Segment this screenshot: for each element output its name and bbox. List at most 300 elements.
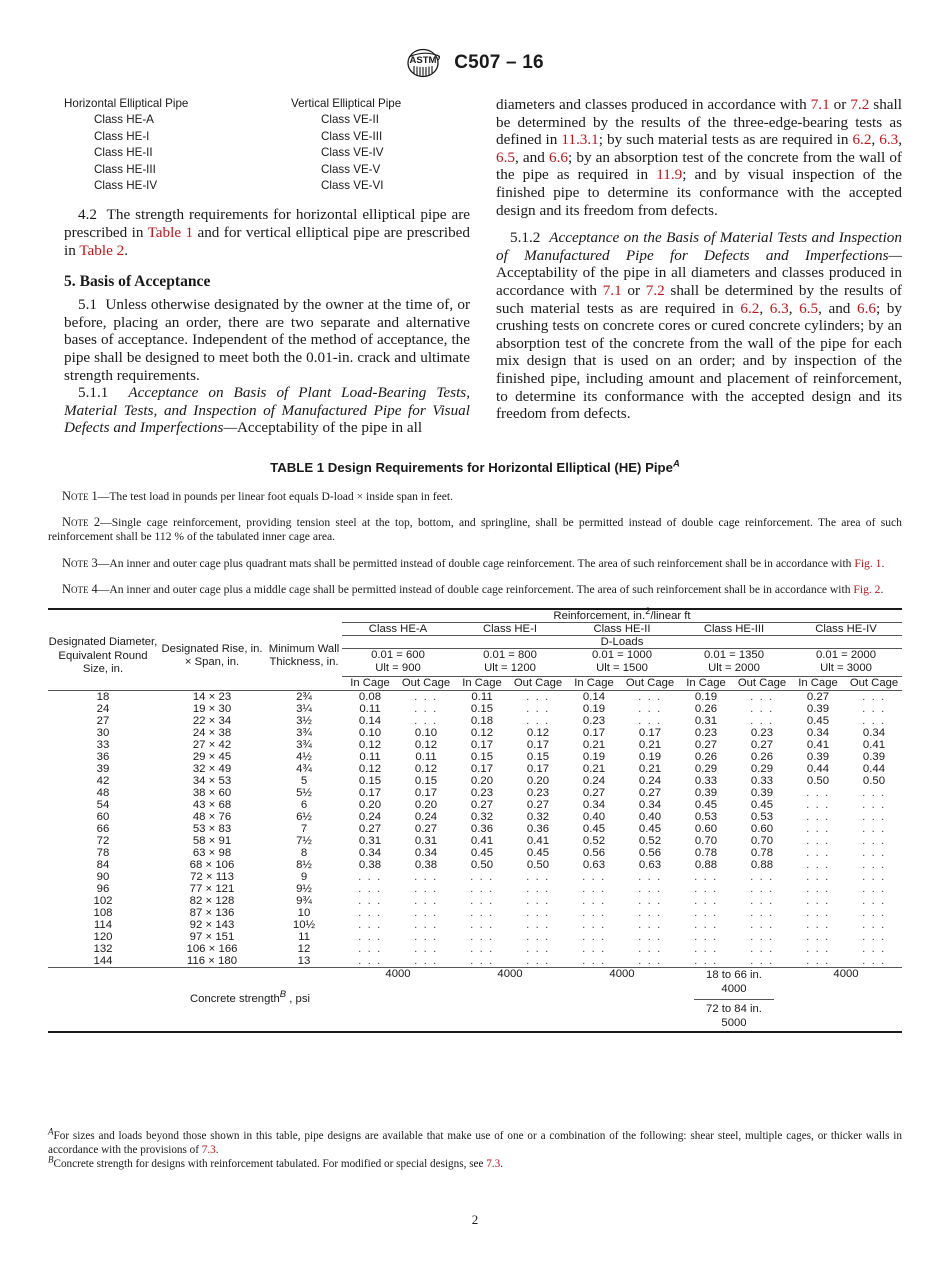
paragraph-number: 5.1 <box>78 296 97 314</box>
table-note-3 <box>48 556 902 571</box>
cell-he-iv-out <box>846 859 902 871</box>
cell-wall-thickness: 11 <box>298 931 310 944</box>
dload-crack: 0.01 = 600 <box>371 649 425 662</box>
paragraph-5-1-2 <box>496 229 902 423</box>
cell-rise-span: 63 × 98 <box>192 847 232 860</box>
cell-wall-thickness: 4½ <box>296 751 312 764</box>
no-data-dots: . . . <box>862 895 886 908</box>
cell-he-iv-out <box>846 871 902 883</box>
table-row <box>48 907 902 919</box>
cell-he-iii-out <box>734 715 790 727</box>
cell-rise-span: 58 × 91 <box>192 835 232 848</box>
cell-he-iii-in: 0.26 <box>694 703 718 716</box>
no-data-dots: . . . <box>750 919 774 932</box>
cell-he-i-in: 0.17 <box>470 739 494 752</box>
note-text-end: . <box>880 582 884 596</box>
cell-he-i-in <box>454 931 510 943</box>
no-data-dots: . . . <box>582 907 606 920</box>
pipe-class-list <box>64 96 470 194</box>
footnote-a <box>48 1126 902 1157</box>
cell-he-a-in: 0.20 <box>358 799 382 812</box>
cell-rise-span: 106 × 166 <box>186 943 238 956</box>
range-72-to-84: 72 to 84 in. <box>706 1002 762 1015</box>
no-data-dots: . . . <box>862 907 886 920</box>
paragraph-text-part: . <box>124 241 129 259</box>
xref-6-5[interactable]: 6.5 <box>799 299 819 317</box>
cell-wall-thickness: 5 <box>300 775 308 788</box>
cell-he-ii-in: 0.24 <box>582 775 606 788</box>
cell-wall-thickness: 7 <box>300 823 308 836</box>
cell-he-i-in: 0.11 <box>454 691 510 704</box>
concrete-strength-he-i: 4000 <box>454 968 566 1032</box>
no-data-dots: . . . <box>470 871 494 884</box>
cell-he-ii-in: 0.56 <box>582 847 606 860</box>
no-data-dots: . . . <box>526 871 550 884</box>
cell-he-iii-in: 0.33 <box>694 775 718 788</box>
cell-he-a-out <box>398 955 454 968</box>
cell-he-iv-out: 0.34 <box>862 727 886 740</box>
xref-6-3[interactable]: 6.3 <box>879 131 899 149</box>
reinforcement-span-header <box>342 606 902 623</box>
cell-rise-span: 19 × 30 <box>192 703 232 716</box>
cell-he-ii-out: 0.24 <box>638 775 662 788</box>
table-row <box>48 703 902 715</box>
vertical-class-item: Class VE-IV <box>321 146 384 160</box>
cell-wall-thickness: 5½ <box>296 787 312 800</box>
concrete-strength-units: , psi <box>286 993 310 1006</box>
xref-7-1[interactable]: 7.1 <box>810 96 830 113</box>
xref-6-2[interactable]: 6.2 <box>740 299 760 317</box>
cell-he-iii-out: 0.70 <box>750 835 774 848</box>
cell-he-iii-out <box>734 907 790 919</box>
no-data-dots: . . . <box>526 883 550 896</box>
no-data-dots: . . . <box>806 919 830 932</box>
no-data-dots: . . . <box>414 895 438 908</box>
table-row <box>48 895 902 907</box>
cell-rise-span: 48 × 76 <box>192 811 232 824</box>
note-text: The test load in pounds per linear foot equals D-load × inside span in feet. <box>109 490 453 503</box>
cell-rise-span: 27 × 42 <box>192 739 232 752</box>
cell-rise-span: 34 × 53 <box>192 775 232 788</box>
no-data-dots: . . . <box>862 811 886 824</box>
cell-designated-diameter: 33 <box>96 739 110 752</box>
cell-he-iv-out: 0.39 <box>862 751 886 764</box>
table-note-2 <box>48 515 902 544</box>
astm-logo <box>406 48 442 78</box>
xref-6-6[interactable]: 6.6 <box>857 299 876 317</box>
note-text: An inner and outer cage plus quadrant mats shall be permitted instead of double cage reinforcement. The area of such reinforcement shall be in accordance with <box>109 556 855 570</box>
cage-header-out: Out Cage <box>734 676 790 690</box>
xref-7-1[interactable]: 7.1 <box>602 281 622 299</box>
cell-he-iii-out <box>734 871 790 883</box>
class-header-he-iii: Class HE-III <box>678 623 790 636</box>
cell-he-a-out: 0.12 <box>414 763 438 776</box>
cell-he-iv-out <box>846 715 902 727</box>
cell-he-ii-out <box>622 955 678 968</box>
cell-he-iv-in <box>790 883 846 895</box>
xref-fig-1[interactable]: Fig. 1 <box>854 556 882 570</box>
cell-designated-diameter: 114 <box>93 919 113 932</box>
cell-rise-span: 116 × 180 <box>186 955 238 968</box>
no-data-dots: . . . <box>750 703 774 716</box>
no-data-dots: . . . <box>638 955 662 968</box>
cell-rise-span: 72 × 113 <box>190 871 234 884</box>
cell-he-iii-in <box>678 895 734 907</box>
table-row <box>48 919 902 931</box>
xref-6-5[interactable]: 6.5 <box>496 148 515 166</box>
table-row <box>48 775 902 787</box>
cell-he-iv-in <box>790 859 846 871</box>
xref-11-9[interactable]: 11.9 <box>656 166 683 184</box>
cell-he-iii-in <box>678 943 734 955</box>
note-label: Note 4 <box>62 581 98 596</box>
concrete-strength-footnote-mark: B <box>279 989 287 1001</box>
cell-he-a-in: 0.31 <box>358 835 382 848</box>
cell-he-ii-in <box>566 895 622 907</box>
cell-wall-thickness: 12 <box>297 943 311 956</box>
cell-designated-diameter: 42 <box>96 775 110 788</box>
no-data-dots: . . . <box>526 715 550 728</box>
note-dash: — <box>97 582 110 596</box>
cell-he-ii-out <box>622 943 678 955</box>
horizontal-class-column <box>64 96 267 194</box>
cell-designated-diameter: 72 <box>96 835 110 848</box>
cell-rise-span: 32 × 49 <box>192 763 232 776</box>
xref-7-3[interactable]: 7.3 <box>486 1158 501 1171</box>
cell-designated-diameter: 18 <box>48 691 158 704</box>
cell-he-ii-in <box>566 907 622 919</box>
text-part: Acceptability of the pipe in all diameters and classes produced in accordance with <box>496 264 902 299</box>
cell-designated-diameter: 36 <box>96 751 110 764</box>
concrete-strength-he-iii-split <box>678 968 790 1031</box>
cell-he-i-out <box>510 955 566 968</box>
no-data-dots: . . . <box>470 955 494 968</box>
cell-he-i-in <box>454 907 510 919</box>
no-data-dots: . . . <box>806 895 830 908</box>
cell-he-iii-in <box>678 883 734 895</box>
cell-he-iv-out <box>846 703 902 715</box>
table-title-text: TABLE 1 Design Requirements for Horizontal Elliptical (HE) Pipe <box>270 460 673 475</box>
footnote-text: Concrete strength for designs with reinforcement tabulated. For modified or special designs, see <box>53 1158 487 1171</box>
no-data-dots: . . . <box>638 883 662 896</box>
text-part: , <box>788 299 800 317</box>
no-data-dots: . . . <box>694 919 718 932</box>
class-header-he-ii: Class HE-II <box>566 623 678 636</box>
dload-ult: Ult = 1200 <box>484 662 536 675</box>
cell-he-iii-out <box>734 883 790 895</box>
cell-wall-thickness: 9 <box>300 871 308 884</box>
cell-rise-span: 87 × 136 <box>189 907 235 920</box>
reinforcement-label-b: /linear ft <box>650 610 691 623</box>
cell-he-iv-in <box>790 931 846 943</box>
table-row <box>48 739 902 751</box>
table-header-row-classes <box>48 623 902 636</box>
note-dash: — <box>97 556 110 570</box>
text-part: ; by such material tests as are required in <box>598 131 853 149</box>
no-data-dots: . . . <box>806 907 830 920</box>
cage-header-out: Out Cage <box>622 676 678 690</box>
no-data-dots: . . . <box>470 883 494 896</box>
no-data-dots: . . . <box>806 955 830 968</box>
text-part: , and <box>818 299 857 317</box>
svg-text:ASTM: ASTM <box>409 55 437 66</box>
no-data-dots: . . . <box>358 895 382 908</box>
no-data-dots: . . . <box>638 703 662 716</box>
concrete-strength-label-text: Concrete strength <box>190 993 280 1006</box>
cell-he-i-out <box>510 931 566 943</box>
table-row <box>48 931 902 943</box>
cell-designated-diameter: 48 <box>96 787 110 800</box>
no-data-dots: . . . <box>582 919 606 932</box>
cell-he-i-out: 0.23 <box>526 787 550 800</box>
note-label: Note 2 <box>62 515 101 530</box>
cell-he-iii-out: 0.23 <box>750 727 774 740</box>
no-data-dots: . . . <box>414 931 438 944</box>
no-data-dots: . . . <box>862 787 886 800</box>
table-row <box>48 811 902 823</box>
no-data-dots: . . . <box>750 883 774 896</box>
xref-7-3[interactable]: 7.3 <box>201 1143 216 1156</box>
cell-he-i-in: 0.20 <box>470 775 494 788</box>
xref-table-1[interactable]: Table 1 <box>147 224 194 242</box>
em-dash: — <box>223 419 237 437</box>
cell-he-a-out <box>398 703 454 715</box>
dload-ult: Ult = 3000 <box>820 662 872 675</box>
text-part: or <box>621 281 646 299</box>
cell-he-a-out: 0.20 <box>414 799 438 812</box>
table-row <box>48 751 902 763</box>
cell-he-a-out <box>398 919 454 931</box>
no-data-dots: . . . <box>358 943 382 956</box>
no-data-dots: . . . <box>582 883 606 896</box>
cell-rise-span: 14 × 23 <box>158 691 266 704</box>
cell-designated-diameter: 27 <box>96 715 110 728</box>
xref-6-3[interactable]: 6.3 <box>769 299 789 317</box>
cell-he-iii-in <box>678 871 734 883</box>
cell-designated-diameter: 144 <box>93 955 113 968</box>
cell-he-ii-in: 0.34 <box>582 799 606 812</box>
cell-he-i-in: 0.27 <box>470 799 494 812</box>
no-data-dots: . . . <box>526 691 550 704</box>
cell-wall-thickness: 7½ <box>296 835 312 848</box>
no-data-dots: . . . <box>750 943 774 956</box>
cell-designated-diameter: 78 <box>96 847 110 860</box>
xref-table-2[interactable]: Table 2 <box>79 241 125 259</box>
cell-he-i-out <box>510 691 566 704</box>
range-18-to-66: 18 to 66 in. <box>706 969 762 982</box>
cell-he-i-out: 0.32 <box>526 811 550 824</box>
reinforcement-label-a: Reinforcement, in. <box>553 610 646 623</box>
cell-he-iv-out <box>846 847 902 859</box>
body-columns <box>64 96 902 437</box>
vertical-class-column <box>267 96 470 194</box>
cell-he-i-out: 0.17 <box>526 763 550 776</box>
cell-he-iii-in: 0.39 <box>694 787 718 800</box>
cell-he-ii-in <box>566 871 622 883</box>
cell-he-i-out <box>510 883 566 895</box>
cell-he-i-out: 0.45 <box>526 847 550 860</box>
cell-he-i-out: 0.27 <box>526 799 550 812</box>
no-data-dots: . . . <box>750 691 774 704</box>
cell-wall-thickness: 10 <box>297 907 311 920</box>
left-column <box>64 96 470 437</box>
cell-he-iii-in: 0.23 <box>694 727 718 740</box>
dload-he-iii <box>678 649 790 677</box>
cell-rise-span: 92 × 143 <box>189 919 235 932</box>
cell-rise-span: 53 × 83 <box>192 823 232 836</box>
no-data-dots: . . . <box>694 895 718 908</box>
xref-7-2[interactable]: 7.2 <box>850 96 870 113</box>
cell-he-i-in <box>454 955 510 968</box>
note-text: Single cage reinforcement, providing tension steel at the top, bottom, and springline, shall be permitted instead of double cage reinforcement. The area of such reinforcement shall be 112 % of the tabulated inner cage area. <box>48 516 902 544</box>
no-data-dots: . . . <box>638 943 662 956</box>
horizontal-class-item: Class HE-III <box>94 162 156 176</box>
note-text-end: . <box>881 556 885 570</box>
paragraph-4-2 <box>64 206 470 259</box>
cell-he-iii-in <box>678 955 734 968</box>
cell-he-i-out <box>510 907 566 919</box>
cell-he-i-in: 0.41 <box>470 835 494 848</box>
cell-he-iv-out: 0.41 <box>862 739 886 752</box>
text-part: or <box>829 96 851 113</box>
cell-he-iv-in <box>790 799 846 811</box>
cell-he-i-in <box>454 871 510 883</box>
xref-6-6[interactable]: 6.6 <box>549 148 568 166</box>
table-row <box>48 835 902 847</box>
cell-he-a-in: 0.15 <box>358 775 382 788</box>
xref-11-3-1[interactable]: 11.3.1 <box>561 131 599 149</box>
cell-he-ii-in: 0.52 <box>582 835 606 848</box>
cell-he-a-out: 0.24 <box>414 811 438 824</box>
dload-he-ii <box>566 649 678 677</box>
no-data-dots: . . . <box>862 715 886 728</box>
cell-wall-thickness: 9½ <box>296 883 312 896</box>
cell-he-a-out: 0.31 <box>414 835 438 848</box>
cell-he-i-in <box>454 943 510 955</box>
no-data-dots: . . . <box>750 931 774 944</box>
cell-he-iii-in: 0.19 <box>678 691 734 704</box>
table-header-row-reinforcement <box>48 609 902 623</box>
xref-fig-2[interactable]: Fig. 2 <box>853 582 881 596</box>
no-data-dots: . . . <box>470 919 494 932</box>
note-label: Note 1 <box>62 489 98 503</box>
paragraph-text: Unless otherwise designated by the owner at the time of, or before, placing an order, there are two separate and alternative bases of acceptance. Independent of the method of acceptance, the pipe shall be designed to meet both the 0.01-in. crack and ultimate strength requirements. <box>64 296 471 384</box>
cell-he-a-out: 0.17 <box>414 787 438 800</box>
cell-he-ii-in <box>566 943 622 955</box>
cell-wall-thickness: 4¾ <box>296 763 312 776</box>
no-data-dots: . . . <box>750 955 774 968</box>
value-18-to-66: 4000 <box>721 983 747 996</box>
no-data-dots: . . . <box>750 907 774 920</box>
no-data-dots: . . . <box>358 955 382 968</box>
no-data-dots: . . . <box>806 871 830 884</box>
cell-he-iii-in <box>678 919 734 931</box>
xref-6-2[interactable]: 6.2 <box>852 131 872 149</box>
cell-he-iii-out: 0.88 <box>750 859 774 872</box>
note-text: An inner and outer cage plus a middle cage shall be permitted instead of double cage reinforcement. The area of such reinforcement shall be in accordance with <box>109 582 854 596</box>
cell-he-iv-in: 0.41 <box>806 739 830 752</box>
no-data-dots: . . . <box>862 703 886 716</box>
text-part: , <box>871 131 880 149</box>
cell-he-iii-out: 0.45 <box>750 799 774 812</box>
dload-crack: 0.01 = 800 <box>483 649 537 662</box>
paragraph-text-part: and for vertical elliptical pipe are prescribed in <box>64 224 470 259</box>
table-1-block <box>48 460 902 1033</box>
cell-he-a-in <box>342 931 398 943</box>
table-row <box>48 823 902 835</box>
no-data-dots: . . . <box>862 871 886 884</box>
no-data-dots: . . . <box>358 931 382 944</box>
cell-he-ii-out <box>622 715 678 727</box>
cell-designated-diameter: 24 <box>96 703 110 716</box>
no-data-dots: . . . <box>414 691 438 704</box>
xref-7-2[interactable]: 7.2 <box>645 281 665 299</box>
cell-he-i-in: 0.36 <box>470 823 494 836</box>
cell-he-iv-in <box>790 907 846 919</box>
cell-he-i-in: 0.15 <box>470 751 494 764</box>
cell-he-a-in: 0.34 <box>358 847 382 860</box>
cell-he-iii-out: 0.39 <box>750 787 774 800</box>
cell-he-iv-in <box>790 823 846 835</box>
cell-he-a-in: 0.11 <box>359 751 381 764</box>
cell-he-i-in: 0.32 <box>470 811 494 824</box>
cell-he-i-out: 0.50 <box>526 859 550 872</box>
cage-header-out: Out Cage <box>510 676 566 690</box>
cell-he-a-out <box>398 943 454 955</box>
no-data-dots: . . . <box>358 919 382 932</box>
cell-he-a-out <box>398 871 454 883</box>
cage-header-in: In Cage <box>790 676 846 690</box>
no-data-dots: . . . <box>638 907 662 920</box>
paragraph-title: Acceptance on the Basis of Material Tests and Inspection of Manufactured Pipe for Defects and Imperfections <box>496 229 902 264</box>
cell-he-iii-in: 0.78 <box>694 847 718 860</box>
no-data-dots: . . . <box>526 919 550 932</box>
no-data-dots: . . . <box>582 931 606 944</box>
cell-he-ii-in <box>566 883 622 895</box>
no-data-dots: . . . <box>694 907 718 920</box>
cell-designated-diameter: 30 <box>96 727 110 740</box>
dload-ult: Ult = 2000 <box>708 662 760 675</box>
cell-he-ii-out: 0.17 <box>638 727 662 740</box>
vertical-class-item: Class VE-VI <box>321 179 384 193</box>
no-data-dots: . . . <box>414 883 438 896</box>
no-data-dots: . . . <box>526 943 550 956</box>
cell-he-i-out: 0.20 <box>526 775 550 788</box>
cell-he-a-in <box>342 919 398 931</box>
paragraph-title: Acceptance on Basis of Plant Load-Bearing Tests, Material Tests, and Inspection of Manufactured Pipe for Visual Defects and Imperfections <box>64 384 470 437</box>
table-footnotes <box>48 1126 902 1173</box>
cell-he-ii-out: 0.63 <box>638 859 662 872</box>
footnote-text: For sizes and loads beyond those shown in this table, pipe designs are available that make use of one or a combination of the following: shear steel, multiple cages, or thicker walls in accordance with the provisions of <box>48 1130 902 1156</box>
cell-he-iv-in <box>790 919 846 931</box>
paragraph-text: Acceptability of the pipe in all <box>236 419 423 437</box>
cell-he-iii-in <box>678 931 734 943</box>
cell-he-ii-in: 0.27 <box>582 787 606 800</box>
table-row <box>48 799 902 811</box>
cell-he-a-out <box>398 715 454 727</box>
cell-he-iii-out: 0.26 <box>750 751 774 764</box>
cell-he-ii-out: 0.21 <box>638 739 662 752</box>
no-data-dots: . . . <box>750 715 774 728</box>
note-dash: — <box>97 490 110 503</box>
no-data-dots: . . . <box>806 859 830 872</box>
cell-designated-diameter: 84 <box>96 859 110 872</box>
cell-he-i-out: 0.12 <box>526 727 550 740</box>
cell-he-a-in: 0.12 <box>358 739 382 752</box>
cell-he-iv-out <box>846 799 902 811</box>
vertical-class-item: Class VE-II <box>321 113 379 127</box>
class-header-he-iv: Class HE-IV <box>790 623 902 636</box>
